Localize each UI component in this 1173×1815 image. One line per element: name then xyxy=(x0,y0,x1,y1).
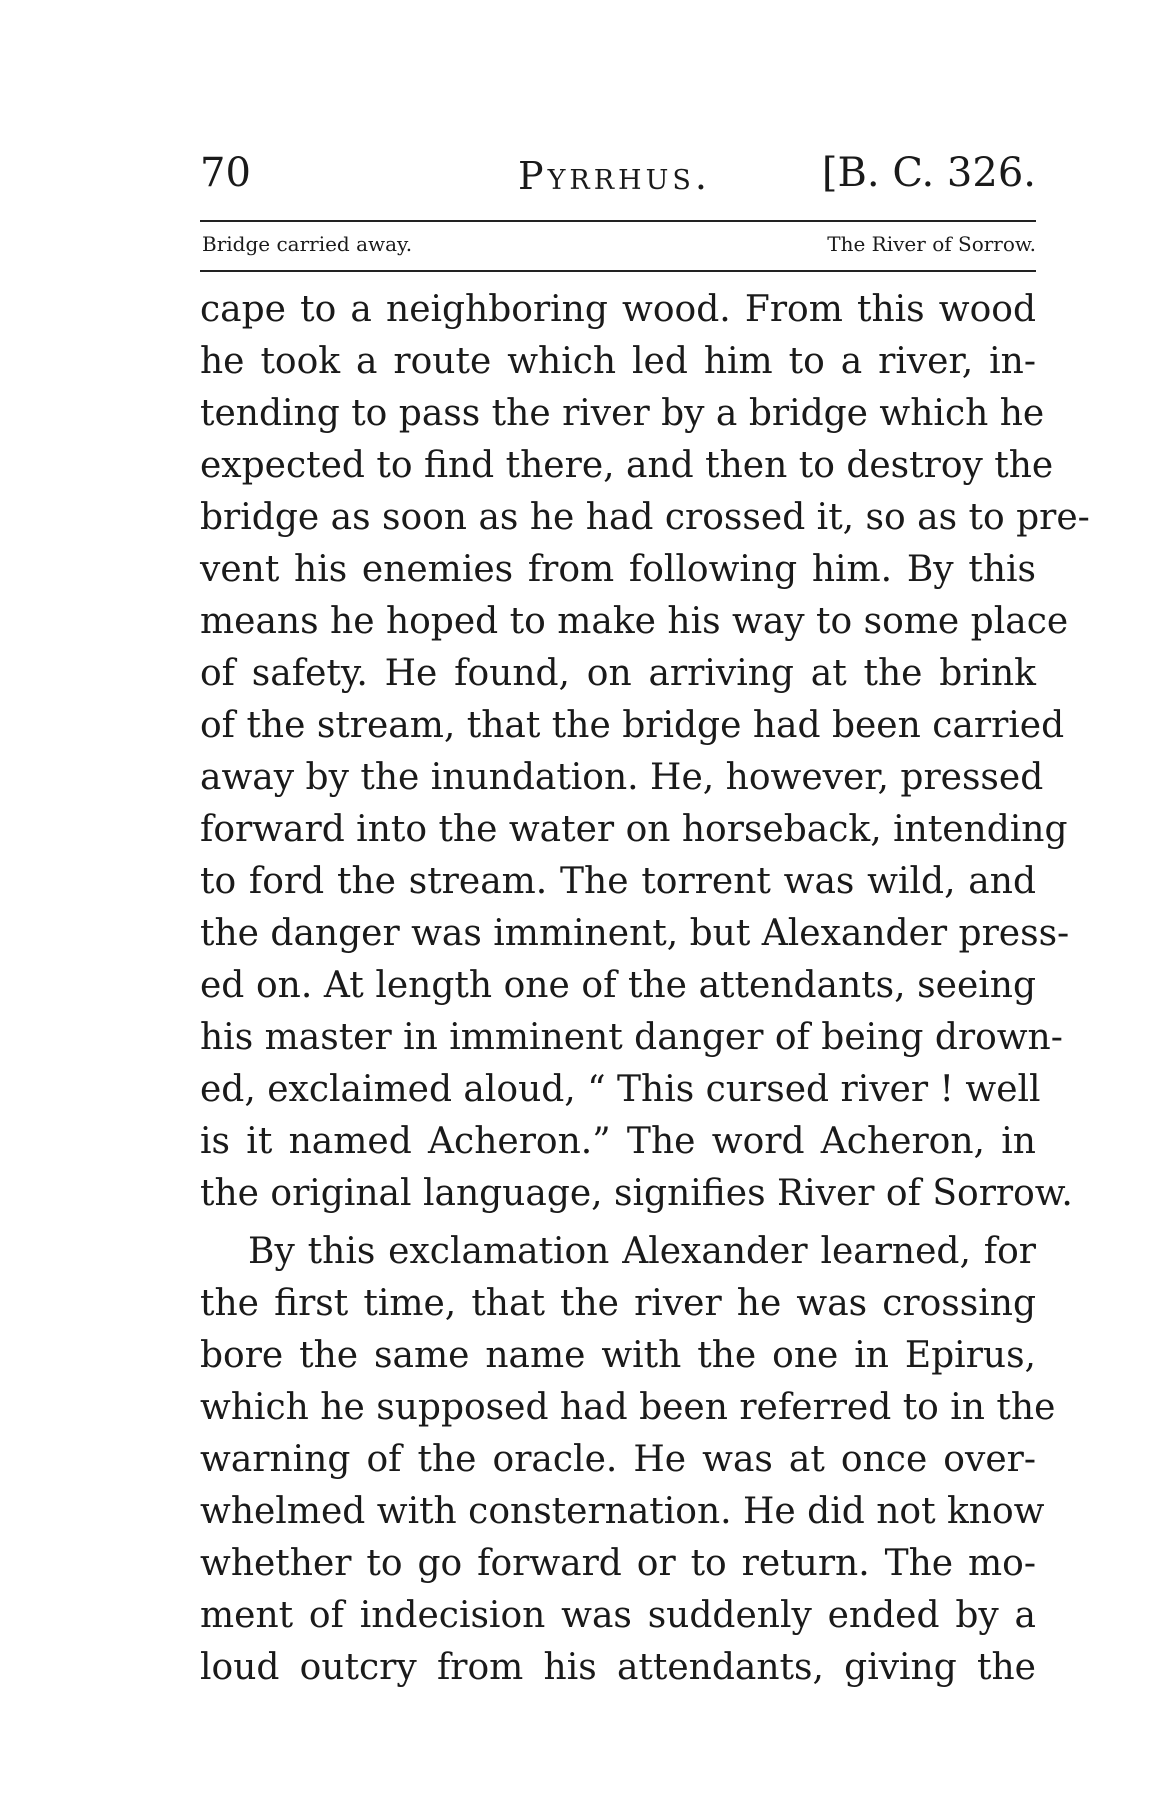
text-line: By this exclamation Alexander learned, for xyxy=(248,1231,1036,1272)
text-line: the danger was imminent, but Alexander press- xyxy=(200,913,1070,954)
page-number: 70 xyxy=(200,150,251,196)
text-line: tending to pass the river by a bridge which he xyxy=(200,393,1045,434)
text-line: his master in imminent danger of being drown- xyxy=(200,1017,1063,1058)
text-line: forward into the water on horseback, intending xyxy=(200,809,1068,850)
text-line: he took a route which led him to a river, in- xyxy=(200,341,1036,382)
body-text xyxy=(200,284,1090,1694)
text-line: is it named Acheron.” The word Acheron, in xyxy=(200,1121,1036,1162)
text-line: the first time, that the river he was crossing xyxy=(200,1283,1036,1324)
header-rule-bottom xyxy=(200,270,1036,272)
book-page xyxy=(200,0,1090,1815)
text-line: the original language, signifies River of Sorrow. xyxy=(200,1173,1073,1214)
running-title: Pyrrhus. xyxy=(518,154,711,198)
text-line: away by the inundation. He, however, pressed xyxy=(200,757,1044,798)
marginal-note-right: The River of Sorrow. xyxy=(827,232,1036,256)
date-reference: [B. C. 326. xyxy=(821,150,1036,196)
text-line: ment of indecision was suddenly ended by a xyxy=(200,1595,1036,1636)
text-line: which he supposed had been referred to in the xyxy=(200,1387,1056,1428)
text-line: bridge as soon as he had crossed it, so as to pre- xyxy=(200,497,1090,538)
text-line: to ford the stream. The torrent was wild, and xyxy=(200,861,1036,902)
header-rule-top xyxy=(200,220,1036,222)
text-line: whether to go forward or to return. The mo- xyxy=(200,1543,1036,1584)
text-line: expected to find there, and then to destroy the xyxy=(200,445,1054,486)
text-line: warning of the oracle. He was at once over- xyxy=(200,1439,1036,1480)
text-line: vent his enemies from following him. By this xyxy=(200,549,1036,590)
paragraph-2 xyxy=(200,1226,1056,1694)
running-header xyxy=(200,150,1036,210)
text-line: means he hoped to make his way to some place xyxy=(200,601,1069,642)
paragraph-1 xyxy=(200,284,1090,1220)
text-line: cape to a neighboring wood. From this wood xyxy=(200,289,1036,330)
marginal-note-left: Bridge carried away. xyxy=(202,232,413,256)
text-line: of the stream, that the bridge had been carried xyxy=(200,705,1065,746)
text-line: ed on. At length one of the attendants, seeing xyxy=(200,965,1036,1006)
text-line: of safety. He found, on arriving at the brink xyxy=(200,653,1036,694)
text-line: bore the same name with the one in Epirus, xyxy=(200,1335,1036,1376)
text-line: ed, exclaimed aloud, “ This cursed river ! well xyxy=(200,1069,1041,1110)
text-line: loud outcry from his attendants, giving the xyxy=(200,1647,1036,1688)
text-line: whelmed with consternation. He did not know xyxy=(200,1491,1045,1532)
